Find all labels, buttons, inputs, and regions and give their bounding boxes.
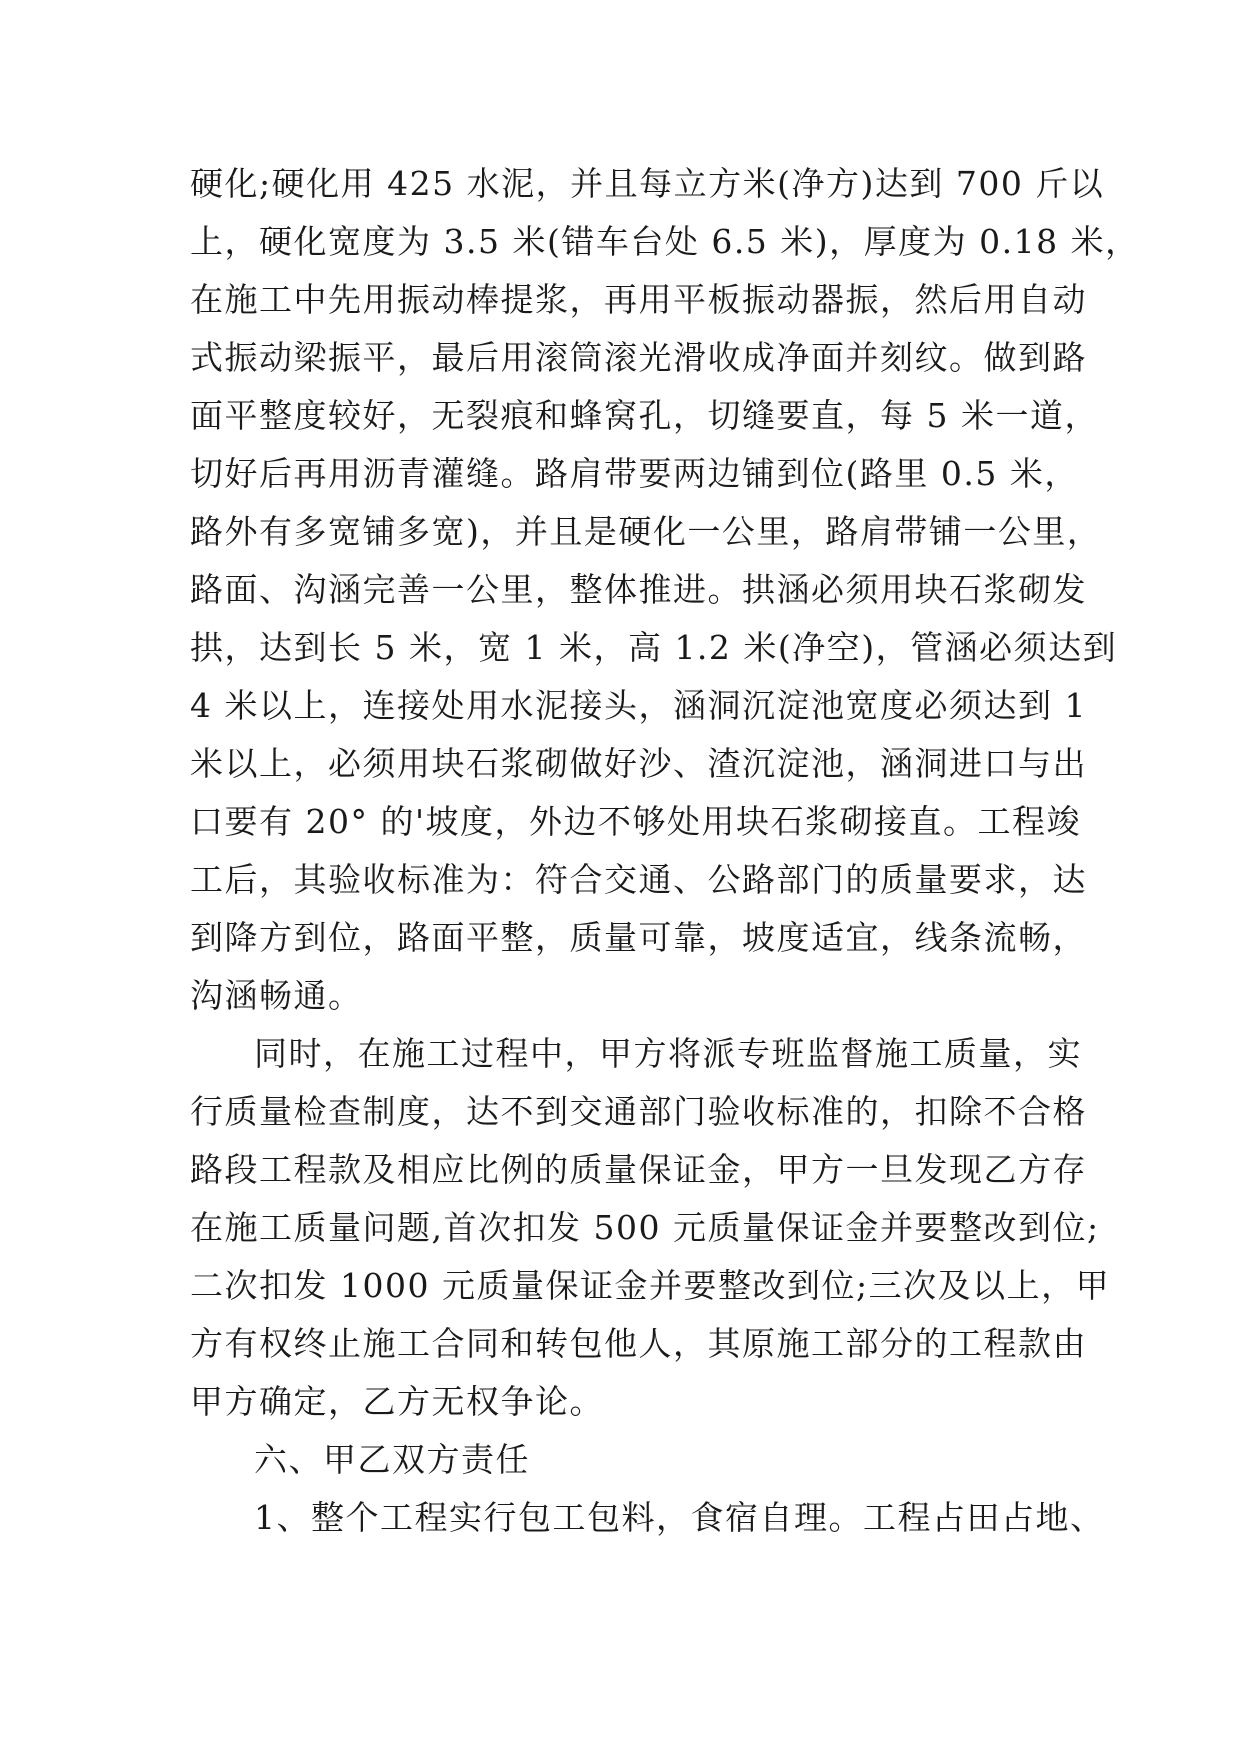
text-line: 到降方到位，路面平整，质量可靠，坡度适宜，线条流畅， [190,918,1087,957]
text-line: 路外有多宽铺多宽)，并且是硬化一公里，路肩带铺一公里， [190,512,1102,551]
body-text [190,155,1140,1547]
text-line: 在施工中先用振动棒提浆，再用平板振动器振，然后用自动 [190,280,1087,319]
text-line: 甲方确定，乙方无权争论。 [190,1382,604,1421]
text-line: 方有权终止施工合同和转包他人，其原施工部分的工程款由 [190,1324,1087,1363]
text-line: 面平整度较好，无裂痕和蜂窝孔，切缝要直，每 5 米一道， [190,396,1099,435]
text-line: 拱，达到长 5 米，宽 1 米，高 1.2 米(净空)，管涵必须达到 [190,628,1118,667]
text-line: 口要有 20° 的'坡度，外边不够处用块石浆砌接直。工程竣 [190,802,1082,841]
text-line: 路段工程款及相应比例的质量保证金，甲方一旦发现乙方存 [190,1150,1087,1189]
section-heading: 六、甲乙双方责任 [254,1440,530,1479]
text-line: 路面、沟涵完善一公里，整体推进。拱涵必须用块石浆砌发 [190,570,1087,609]
text-line: 行质量检查制度，达不到交通部门验收标准的，扣除不合格 [190,1092,1087,1131]
text-line: 二次扣发 1000 元质量保证金并要整改到位;三次及以上，甲 [190,1266,1111,1305]
text-line: 沟涵畅通。 [190,976,363,1015]
text-line: 硬化;硬化用 425 水泥，并且每立方米(净方)达到 700 斤以 [190,164,1105,203]
text-line: 4 米以上，连接处用水泥接头，涵洞沉淀池宽度必须达到 1 [190,686,1087,725]
text-line: 工后，其验收标准为：符合交通、公路部门的质量要求，达 [190,860,1087,899]
text-line: 式振动梁振平，最后用滚筒滚光滑收成净面并刻纹。做到路 [190,338,1087,377]
paragraph-start-line: 同时，在施工过程中，甲方将派专班监督施工质量，实 [254,1034,1082,1073]
text-line: 米以上，必须用块石浆砌做好沙、渣沉淀池，涵洞进口与出 [190,744,1087,783]
paragraph-start-line: 1、整个工程实行包工包料，食宿自理。工程占田占地、 [254,1498,1105,1537]
text-line: 上，硬化宽度为 3.5 米(错车台处 6.5 米)，厚度为 0.18 米， [190,222,1140,261]
text-line: 在施工质量问题,首次扣发 500 元质量保证金并要整改到位; [190,1208,1100,1247]
text-line: 切好后再用沥青灌缝。路肩带要两边铺到位(路里 0.5 米， [190,454,1079,493]
